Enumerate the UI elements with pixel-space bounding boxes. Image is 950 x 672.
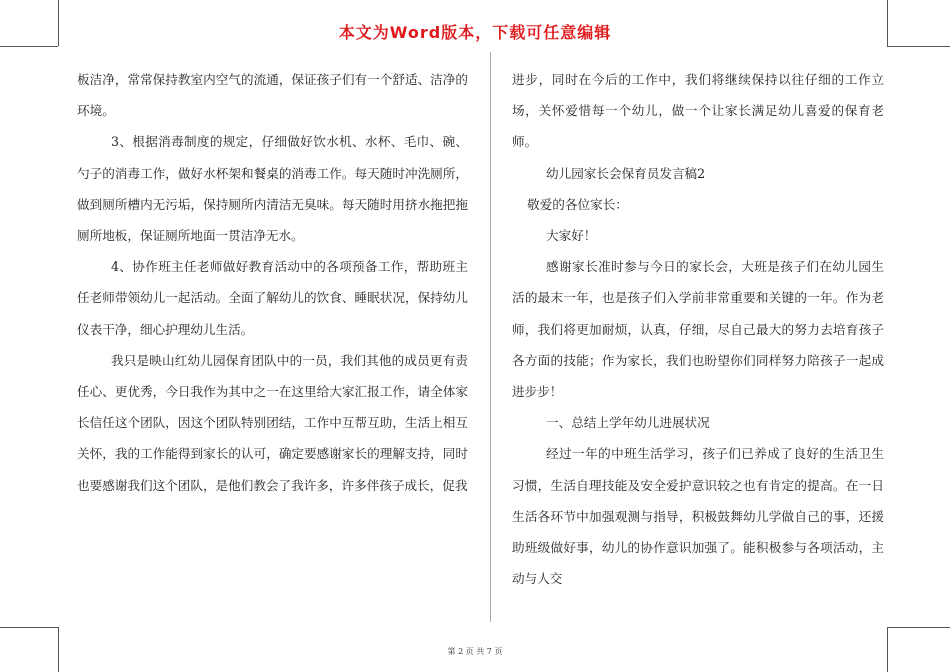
paragraph: 幼儿园家长会保育员发言稿2 (546, 165, 706, 181)
paragraph: 进步，同时在今后的工作中，我们将继续保持以往仔细的工作立场，关怀爱惜每一个幼儿，做一个让家长满足幼儿喜爱的保育老师。 (512, 72, 884, 150)
paragraph: 3、根据消毒制度的规定，仔细做好饮水机、水杯、毛巾、碗、勺子的消毒工作，做好水杯架和餐桌的消毒工作。每天随时冲洗厕所，做到厕所槽内无污垢，保持厕所内清洁无臭味。每天随时用挤水拖把拖厕所地板，保证厕所地面一贯洁净无水。 (77, 134, 468, 244)
paragraph: 敬爱的各位家长： (527, 196, 628, 212)
page-number: 第 2 页 共 7 页 (447, 647, 503, 656)
page-frame-top-right (887, 46, 950, 47)
paragraph: 我只是映山红幼儿园保育团队中的一员，我们其他的成员更有责任心、更优秀，今日我作为其中之一在这里给大家汇报工作，请全体家长信任这个团队，因这个团队特别团结，工作中互帮互助，生活上相互关怀，我的工作能得到家长的认可，确定要感谢家长的理解支持，同时也要感谢我们这个团队，是他们教会了我许多，许多伴孩子成长，促我 (77, 352, 468, 493)
paragraph: 经过一年的中班生活学习，孩子们已养成了良好的生活卫生习惯，生活自理技能及安全爱护意识较之也有肯定的提高。在一日生活各环节中加强观测与指导，积极鼓舞幼儿学做自己的事，还援助班级做好事，幼儿的协作意识加强了。能积极参与各项活动，主动与人交 (512, 446, 884, 587)
right-column (512, 64, 884, 594)
column-divider (490, 52, 491, 622)
paragraph: 大家好！ (546, 228, 597, 244)
page-frame-bottom-right (887, 627, 950, 628)
paragraph: 板洁净，常常保持教室内空气的流通，保证孩子们有一个舒适、洁净的环境。 (77, 72, 468, 119)
page-frame-left-top (58, 0, 59, 46)
left-column (77, 64, 468, 501)
page-frame-bottom-left (0, 627, 58, 628)
download-banner: 本文为Word版本，下载可任意编辑 (338, 23, 612, 42)
paragraph: 4、协作班主任老师做好教育活动中的各项预备工作，帮助班主任老师带领幼儿一起活动。全面了解幼儿的饮食、睡眠状况，保持幼儿仪表干净，细心护理幼儿生活。 (77, 259, 468, 337)
paragraph: 一、总结上学年幼儿进展状况 (546, 415, 710, 431)
page-frame-top-left (0, 46, 58, 47)
page-frame-right-top (887, 0, 888, 46)
paragraph: 感谢家长准时参与今日的家长会，大班是孩子们在幼儿园生活的最末一年，也是孩子们入学前非常重要和关键的一年。作为老师，我们将更加耐烦，认真，仔细，尽自己最大的努力去培育孩子各方面的技能；作为家长，我们也盼望你们同样努力陪孩子一起成进步步！ (512, 259, 884, 400)
